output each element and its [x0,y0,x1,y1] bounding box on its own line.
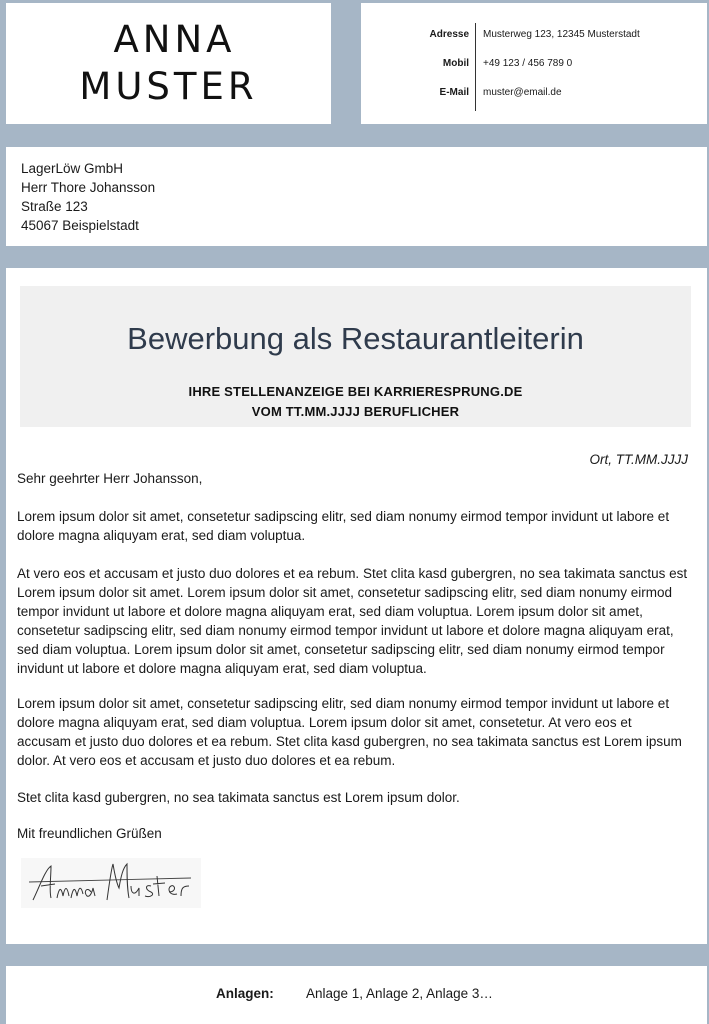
paragraph: At vero eos et accusam et justo duo dolores et ea rebum. Stet clita kasd gubergren, no sea takimata sanctus est Lorem ipsum dolor sit amet. Lorem ipsum dolor sit amet, consetetur sadipscing elitr, sed diam nonumy eirmod tempor invidunt ut labore et dolore magna aliquyam erat, sed diam voluptua. Lorem ipsum dolor sit amet, consetetur sadipscing elitr, sed diam nonumy eirmod tempor invidunt ut labore et dolore magna aliquyam erat, sed diam voluptua. Lorem ipsum dolor sit amet, consetetur sadipscing elitr, sed diam nonumy eirmod tempor invidunt ut labore et dolore magna aliquyam erat, sed diam voluptua. [17,566,688,676]
salutation: Sehr geehrter Herr Johansson, [17,471,203,486]
attachments-label: Anlagen: [216,986,274,1001]
contact-value: Musterweg 123, 12345 Musterstadt [483,29,640,40]
contact-row-mobile [361,52,707,81]
contact-row-email [361,81,707,110]
letter-subtitle [20,382,691,422]
contact-block [361,3,707,124]
paragraph: Lorem ipsum dolor sit amet, consetetur sadipscing elitr, sed diam nonumy eirmod tempor invidunt ut labore et dolore magna aliquyam erat, sed diam voluptua. Lorem ipsum dolor sit amet, consetetur. At vero eos et accusam et justo duo dolores et ea rebum. Stet clita kasd gubergren, no sea takimata sanctus est Lorem ipsum dolor. At vero eos et accusam et justo duo dolores et ea rebum. [17,696,682,768]
contact-row-address [361,23,707,52]
last-name: MUSTER [79,65,258,108]
subtitle-line: VOM TT.MM.JJJJ BERUFLICHER [251,404,460,419]
recipient-city: 45067 Beispielstadt [21,218,139,233]
contact-label: Mobil [442,58,469,69]
recipient-company: LagerLöw GmbH [21,161,124,176]
name-header [6,3,331,124]
attachments-footer [6,966,707,1024]
contact-value: muster@email.de [483,87,562,98]
signature-image [21,858,201,908]
title-band [20,286,691,427]
paragraph: Lorem ipsum dolor sit amet, consetetur sadipscing elitr, sed diam nonumy eirmod tempor invidunt ut labore et dolore magna aliquyam erat, sed diam voluptua. [17,509,670,543]
recipient-person: Herr Thore Johansson [21,180,156,195]
letter-body [6,268,707,944]
attachments-list: Anlage 1, Anlage 2, Anlage 3… [306,986,493,1001]
contact-label: E-Mail [439,87,469,98]
paragraph: Stet clita kasd gubergren, no sea takimata sanctus est Lorem ipsum dolor. [17,790,460,805]
closing: Mit freundlichen Grüßen [17,826,162,841]
contact-label: Adresse [429,29,469,40]
first-name: ANNA [113,18,236,61]
recipient-address [6,147,707,246]
letter-title: Bewerbung als Restaurantleiterin [127,321,584,356]
contact-value: +49 123 / 456 789 0 [483,58,573,69]
recipient-street: Straße 123 [21,199,88,214]
place-date: Ort, TT.MM.JJJJ [589,452,688,467]
subtitle-line: IHRE STELLENANZEIGE BEI KARRIERESPRUNG.DE [188,384,523,399]
